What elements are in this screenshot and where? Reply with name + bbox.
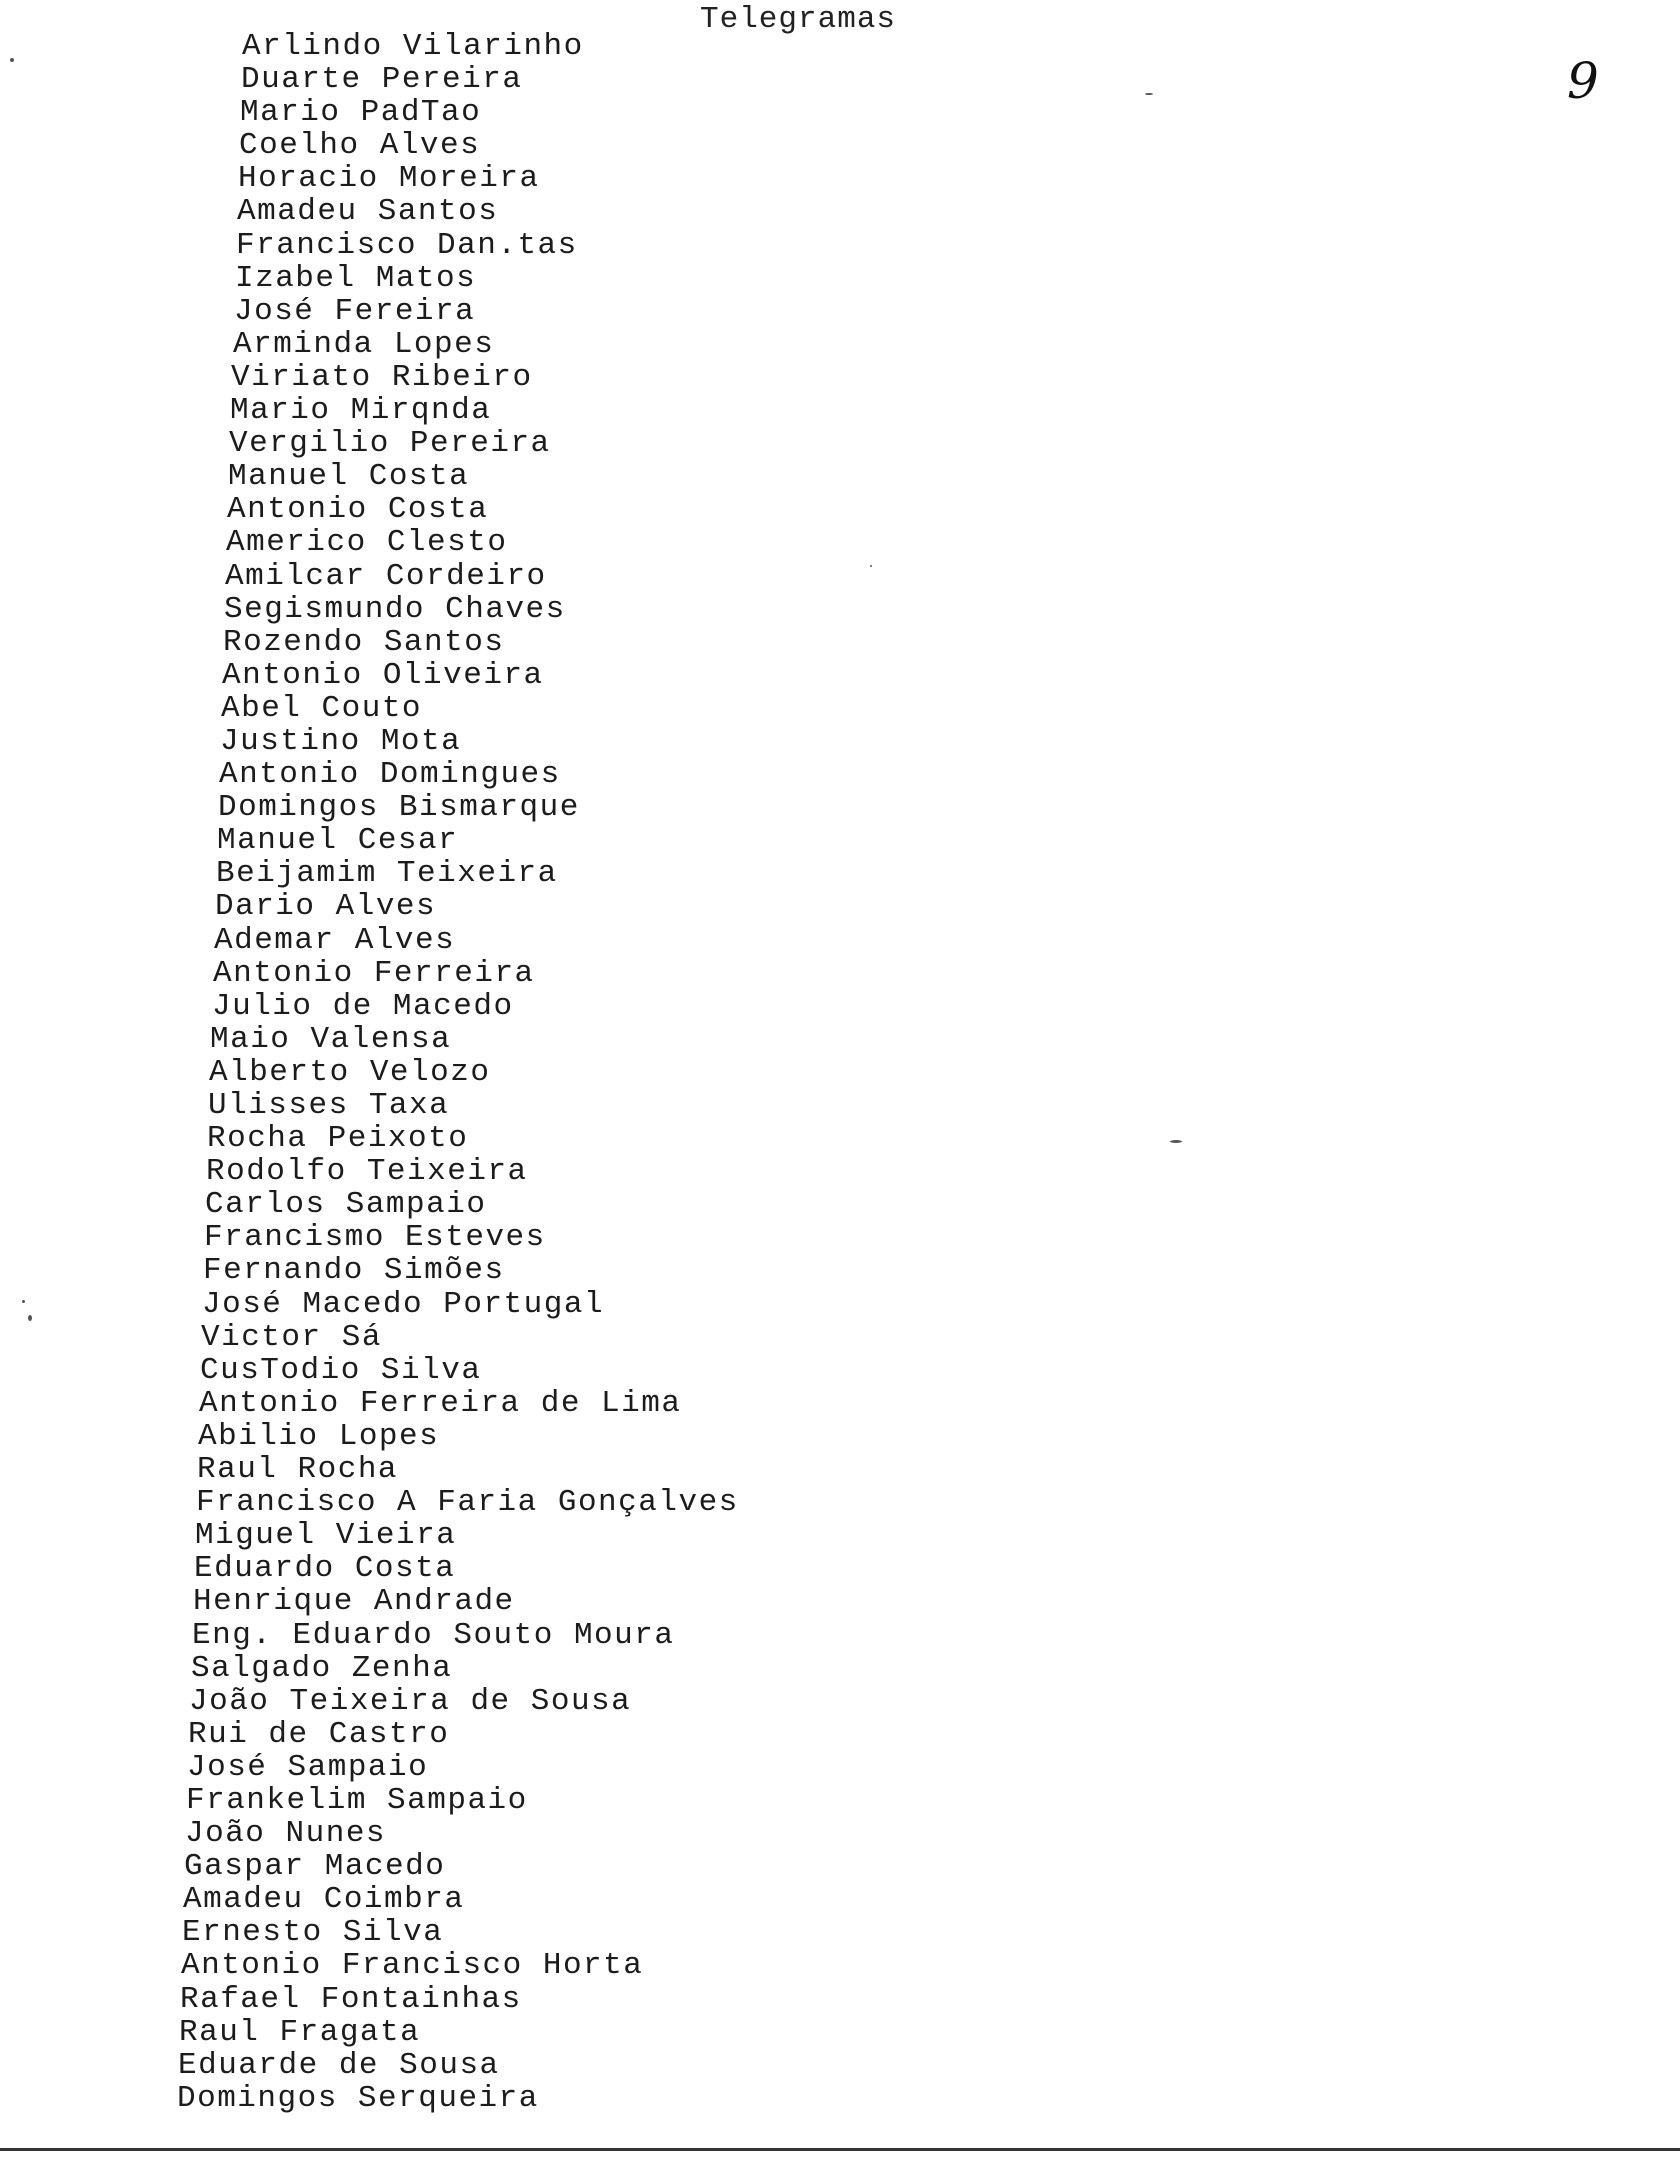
name-list-item: Arminda Lopes: [233, 326, 495, 362]
name-list-item: Eduardo Costa: [194, 1551, 456, 1587]
name-list-item: Izabel Matos: [235, 260, 477, 296]
name-list-item: Duarte Pereira: [241, 62, 523, 98]
name-list-item: CusTodio Silva: [200, 1352, 482, 1388]
name-list-item: Amadeu Coimbra: [183, 1882, 465, 1918]
name-list-item: Amadeu Santos: [237, 194, 499, 230]
name-list-item: Miguel Vieira: [195, 1518, 457, 1554]
scan-speck: [10, 58, 14, 62]
name-list-item: Antonio Ferreira de Lima: [199, 1385, 682, 1421]
name-list-item: Antonio Domingues: [219, 757, 561, 793]
name-list-item: Arlindo Vilarinho: [242, 29, 584, 64]
name-list-item: Raul Rocha: [197, 1452, 399, 1488]
name-list-item: Julio de Macedo: [212, 988, 514, 1024]
name-list-item: Antonio Francisco Horta: [181, 1948, 644, 1984]
handwritten-page-number: 9: [1567, 52, 1599, 110]
name-list-item: Rocha Peixoto: [207, 1121, 469, 1157]
name-list-item: Mario PadTao: [240, 95, 482, 131]
name-list-item: Antonio Costa: [227, 492, 489, 528]
name-list-item: Fernando Simões: [203, 1253, 505, 1289]
name-list-item: Eng. Eduardo Souto Moura: [192, 1617, 675, 1653]
name-list-item: Amilcar Cordeiro: [225, 558, 547, 594]
name-list-item: Domingos Serqueira: [177, 2080, 539, 2116]
name-list-item: Frankelim Sampaio: [186, 1782, 528, 1818]
name-list-item: Mario Mirqnda: [230, 393, 492, 429]
scan-speck: [1145, 93, 1153, 95]
name-list-item: Segismundo Chaves: [224, 591, 566, 627]
document-title: Telegramas: [700, 2, 897, 37]
name-list-item: Rui de Castro: [188, 1716, 450, 1752]
name-list-item: Ademar Alves: [214, 922, 456, 958]
name-list-item: Alberto Velozo: [209, 1054, 491, 1090]
name-list-item: Rodolfo Teixeira: [206, 1154, 528, 1190]
name-list-item: Manuel Costa: [228, 459, 470, 495]
name-list-item: Abel Couto: [221, 690, 423, 726]
name-list-item: João Nunes: [185, 1816, 387, 1852]
name-list-item: José Macedo Portugal: [202, 1286, 605, 1322]
name-list-item: Victor Sá: [201, 1319, 382, 1355]
name-list-item: Justino Mota: [220, 723, 462, 759]
name-list-item: Manuel Cesar: [217, 823, 459, 859]
name-list-item: Francismo Esteves: [204, 1220, 546, 1256]
telegram-sender-list: [177, 29, 785, 2116]
name-list-item: Viriato Ribeiro: [231, 359, 533, 395]
scan-speck: [1170, 1140, 1182, 1143]
name-list-item: Americo Clesto: [226, 525, 508, 561]
name-list-item: Beijamim Teixeira: [216, 856, 558, 892]
name-list-item: Rafael Fontainhas: [180, 1981, 522, 2017]
scan-speck: [22, 1300, 25, 1303]
name-list-item: Domingos Bismarque: [218, 790, 580, 826]
scan-speck: [28, 1315, 32, 1321]
name-list-item: José Fereira: [234, 293, 476, 329]
name-list-item: Dario Alves: [215, 889, 437, 925]
name-list-item: José Sampaio: [187, 1749, 429, 1785]
name-list-item: Antonio Oliveira: [222, 657, 544, 693]
name-list-item: Carlos Sampaio: [205, 1187, 487, 1223]
name-list-item: Ernesto Silva: [182, 1915, 444, 1951]
name-list-item: Henrique Andrade: [193, 1584, 515, 1620]
scan-speck: [870, 565, 872, 567]
name-list-item: Coelho Alves: [239, 128, 481, 164]
name-list-item: Eduarde de Sousa: [178, 2047, 500, 2083]
name-list-item: Salgado Zenha: [191, 1650, 453, 1686]
name-list-item: Vergilio Pereira: [229, 426, 551, 462]
name-list-item: João Teixeira de Sousa: [189, 1683, 632, 1719]
scan-bottom-edge: [0, 2148, 1680, 2151]
name-list-item: Gaspar Macedo: [184, 1849, 446, 1885]
name-list-item: Francisco A Faria Gonçalves: [196, 1485, 739, 1521]
name-list-item: Antonio Ferreira: [213, 955, 535, 991]
name-list-item: Francisco Dan.tas: [236, 227, 578, 263]
name-list-item: Raul Fragata: [179, 2014, 421, 2050]
name-list-item: Maio Valensa: [210, 1021, 452, 1057]
name-list-item: Abilio Lopes: [198, 1418, 440, 1454]
name-list-item: Rozendo Santos: [223, 624, 505, 660]
name-list-item: Ulisses Taxa: [208, 1088, 450, 1123]
name-list-item: Horacio Moreira: [238, 161, 540, 197]
